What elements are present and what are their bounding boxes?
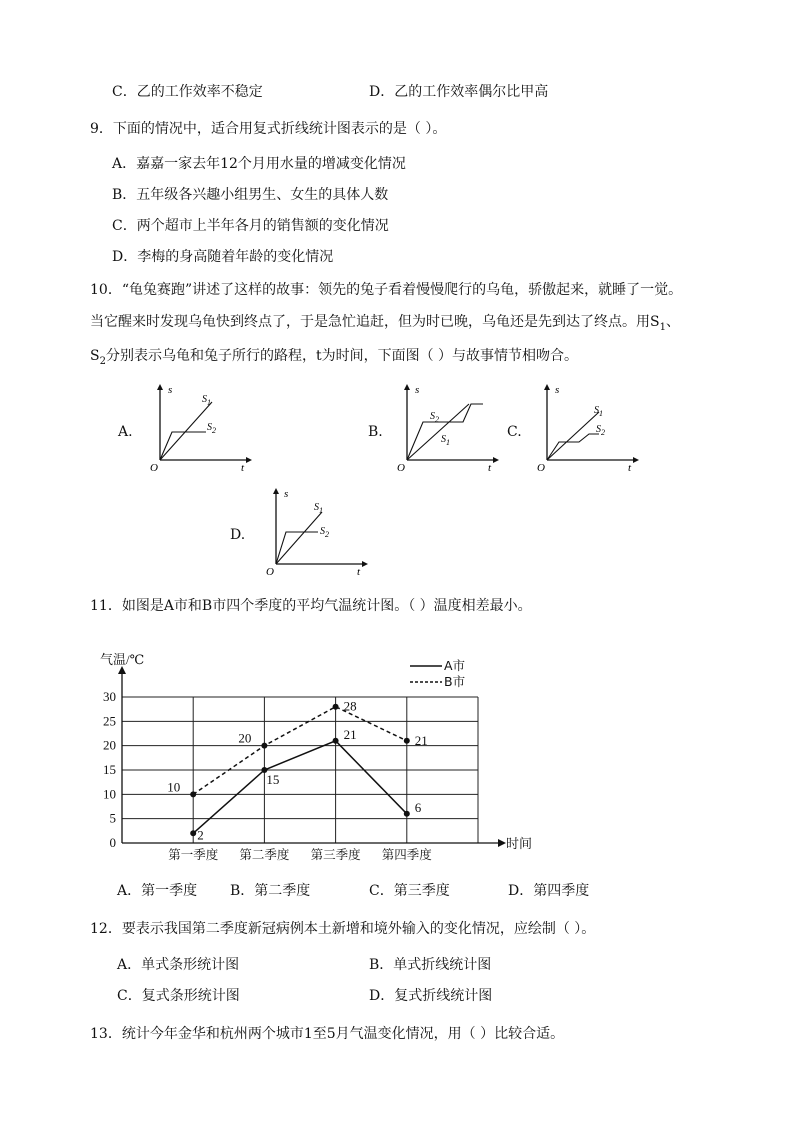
svg-text:s: s — [555, 384, 560, 396]
chart-x-ticks — [168, 847, 432, 862]
y-tick-label: 5 — [109, 810, 116, 826]
q12-option-a: A．单式条形统计图 — [117, 957, 240, 973]
data-label: 21 — [343, 726, 357, 742]
chart-axes — [118, 666, 506, 847]
svg-text:S1: $S_1$ — [314, 502, 323, 515]
y-tick-label: 0 — [109, 835, 116, 850]
q9-option-b: B．五年级各兴趣小组男生、女生的具体人数 — [112, 187, 389, 203]
svg-text:S2: $S_2$ — [320, 526, 329, 539]
svg-text:O: O — [537, 462, 545, 472]
q8-option-c: C．乙的工作效率不稳定 — [112, 84, 263, 100]
q12-option-c: C．复式条形统计图 — [117, 988, 240, 1004]
data-label: 20 — [238, 730, 252, 746]
svg-text:S1: $S_1$ — [441, 434, 450, 447]
data-point — [190, 791, 196, 797]
q12-option-d: D．复式折线统计图 — [369, 988, 493, 1004]
svg-text:S1: $S_1$ — [202, 394, 211, 407]
q12-stem: 12．要表示我国第二季度新冠病例本土新增和境外输入的变化情况，应绘制（ ）。 — [90, 921, 596, 937]
y-tick-label: 10 — [103, 786, 116, 802]
q11-stem: 11．如图是A市和B市四个季度的平均气温统计图。（ ）温度相差最小。 — [90, 598, 532, 614]
svg-text:S2: $S_2$ — [207, 422, 216, 435]
data-label: 15 — [266, 772, 280, 787]
data-point — [190, 830, 196, 836]
svg-text:s: s — [415, 384, 420, 396]
graph-c-label: C. — [507, 424, 522, 440]
series-line — [193, 741, 407, 833]
graph-d — [262, 484, 372, 576]
y-tick-label: 20 — [103, 737, 116, 753]
q10-stem-line3: $S_2$分别表示乌龟和兔子所行的路程，t为时间，下面图（ ）与故事情节相吻合。 — [90, 348, 579, 367]
svg-text:s: s — [284, 488, 289, 500]
legend-label: A市 — [444, 658, 466, 673]
graph-a-x-label: t — [241, 462, 245, 472]
x-tick-label: 第三季度 — [310, 847, 361, 862]
svg-text:S1: $S_1$ — [594, 405, 603, 418]
graph-a-label: A. — [118, 424, 133, 440]
svg-text:S2: $S_2$ — [596, 424, 605, 437]
y-tick-label: 30 — [103, 689, 116, 704]
svg-text:O: O — [266, 566, 274, 576]
data-point — [333, 704, 339, 710]
chart-legend — [410, 658, 465, 689]
q11-option-b: B．第二季度 — [230, 883, 311, 899]
q11-option-c: C．第三季度 — [369, 883, 450, 899]
y-tick-label: 25 — [103, 713, 116, 729]
q11-option-a: A．第一季度 — [117, 883, 198, 899]
graph-b-label: B. — [368, 424, 383, 440]
x-axis-arrow — [498, 839, 506, 847]
svg-text:t: t — [357, 566, 361, 576]
chart-y-ticks — [103, 689, 116, 850]
y-axis-arrow — [118, 666, 126, 674]
legend-label: B市 — [444, 674, 466, 689]
chart-y-axis-label: 气温/℃ — [100, 652, 145, 667]
chart-x-axis-label: 时间 — [506, 836, 533, 851]
q12-option-b: B．单式折线统计图 — [369, 957, 492, 973]
q11-temperature-chart — [92, 644, 552, 866]
q8-option-d: D．乙的工作效率偶尔比甲高 — [369, 84, 549, 100]
svg-text:t: t — [628, 462, 632, 472]
graph-d-label: D. — [230, 527, 246, 543]
data-label: 6 — [414, 799, 422, 815]
x-tick-label: 第二季度 — [239, 847, 290, 862]
q13-stem: 13．统计今年金华和杭州两个城市1至5月气温变化情况，用（ ）比较合适。 — [90, 1026, 565, 1042]
data-point — [333, 738, 339, 744]
q9-option-a: A．嘉嘉一家去年12个月用水量的增减变化情况 — [112, 156, 406, 172]
chart-grid — [122, 697, 478, 843]
data-point — [261, 743, 267, 749]
q10-stem-line1: 10．“龟兔赛跑”讲述了这样的故事：领先的兔子看着慢慢爬行的乌龟，骄傲起来，就睡了一觉。 — [90, 282, 683, 298]
svg-text:O: O — [397, 462, 405, 472]
data-label: 21 — [414, 732, 428, 748]
y-tick-label: 15 — [103, 762, 116, 777]
x-tick-label: 第一季度 — [168, 847, 219, 862]
q10-stem-line2: 当它醒来时发现乌龟快到终点了，于是急忙追赶，但为时已晚，乌龟还是先到达了终点。用$S_1$、 — [90, 314, 680, 333]
data-point — [404, 811, 410, 817]
data-point — [404, 738, 410, 744]
x-tick-label: 第四季度 — [381, 847, 432, 862]
q11-option-d: D．第四季度 — [508, 883, 590, 899]
data-label: 28 — [343, 698, 357, 714]
graph-a — [146, 380, 256, 472]
graph-a-y-label: s — [168, 384, 173, 396]
q9-option-c: C．两个超市上半年各月的销售额的变化情况 — [112, 218, 389, 234]
svg-text:t: t — [488, 462, 492, 472]
svg-text:S2: $S_2$ — [430, 411, 439, 424]
q9-option-d: D．李梅的身高随着年龄的变化情况 — [112, 249, 334, 265]
data-label: 10 — [167, 779, 181, 795]
q9-stem: 9．下面的情况中，适合用复式折线统计图表示的是（ ）。 — [90, 121, 447, 137]
graph-a-origin: O — [150, 462, 158, 472]
graph-b — [393, 380, 503, 472]
graph-c — [533, 380, 643, 472]
data-label: 2 — [197, 827, 204, 843]
